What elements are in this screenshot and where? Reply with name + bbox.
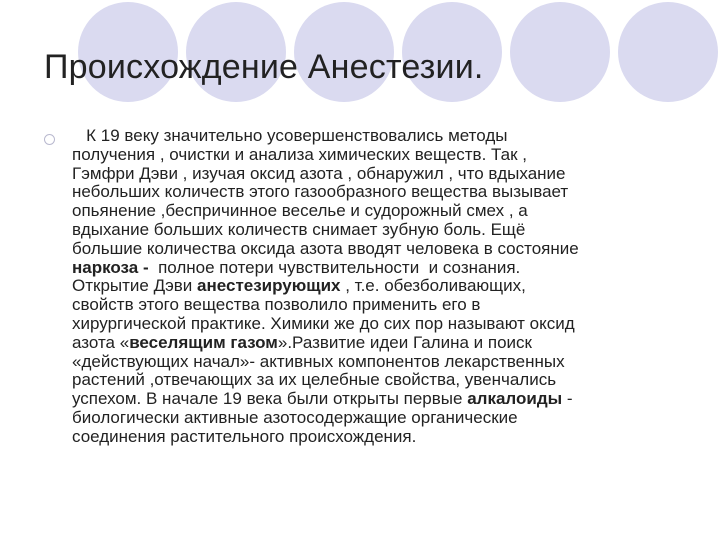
body-text-run: получения , очистки и анализа химических веществ. Так , — [72, 144, 527, 164]
body-line — [72, 183, 692, 202]
body-text-run: Гэмфри Дэви , изучая оксид азота , обнаружил , что вдыхание — [72, 163, 566, 183]
body-line — [72, 371, 692, 390]
body-text-run: - — [562, 389, 573, 409]
slide-title: Происхождение Анестезии. — [44, 48, 484, 86]
body-line — [72, 315, 692, 334]
bold-term-alkaloids: алкалоиды — [467, 389, 563, 409]
body-text-run: биологически активные азотосодержащие органические — [72, 407, 518, 427]
body-line — [72, 146, 692, 165]
body-line — [72, 390, 692, 409]
slide-body — [72, 127, 692, 447]
body-text-run: растений ,отвечающих за их целебные свойства, увенчались — [72, 370, 557, 390]
body-text-run: ».Развитие идеи Галина и поиск — [277, 332, 532, 352]
decorative-circle — [618, 2, 718, 102]
bullet-icon — [44, 134, 55, 145]
body-line — [72, 409, 692, 428]
body-line — [72, 277, 692, 296]
body-text-run: соединения растительного происхождения. — [72, 426, 417, 446]
body-text-run: небольших количеств этого газообразного вещества вызывает — [72, 182, 569, 202]
body-line — [72, 127, 692, 146]
decorative-circle — [510, 2, 610, 102]
body-text-run: хирургической практике. Химики же до сих пор называют оксид — [72, 313, 575, 333]
bold-term-anesthetic: анестезирующих — [197, 276, 341, 296]
bold-term-laughing-gas: веселящим газом — [129, 332, 278, 352]
body-text-run: свойств этого вещества позволило применить его в — [72, 295, 481, 315]
body-line — [72, 165, 692, 184]
body-line — [72, 221, 692, 240]
body-line — [72, 240, 692, 259]
body-line — [72, 353, 692, 372]
body-text-run: вдыхание больших количеств снимает зубную боль. Ещё — [72, 219, 526, 239]
body-line — [72, 296, 692, 315]
body-text-run: «действующих начал»- активных компонентов лекарственных — [72, 351, 565, 371]
body-line — [72, 259, 692, 278]
body-line — [72, 334, 692, 353]
body-text-run: Открытие Дэви — [72, 276, 198, 296]
body-text-run: , т.е. обезболивающих, — [340, 276, 526, 296]
body-text-run: большие количества оксида азота вводят человека в состояние — [72, 238, 579, 258]
body-text-run: азота « — [72, 332, 130, 352]
body-text-run: полное потери чувствительности и сознания. — [153, 257, 521, 277]
body-line — [72, 428, 692, 447]
body-text-run: К 19 веку значительно усовершенствовались методы — [72, 126, 508, 145]
body-line — [72, 202, 692, 221]
body-text-run: успехом. В начале 19 века были открыты первые — [72, 389, 468, 409]
bold-term-narcosis: наркоза - — [72, 257, 154, 277]
body-text-run: опьянение ,беспричинное веселье и судорожный смех , а — [72, 201, 528, 221]
